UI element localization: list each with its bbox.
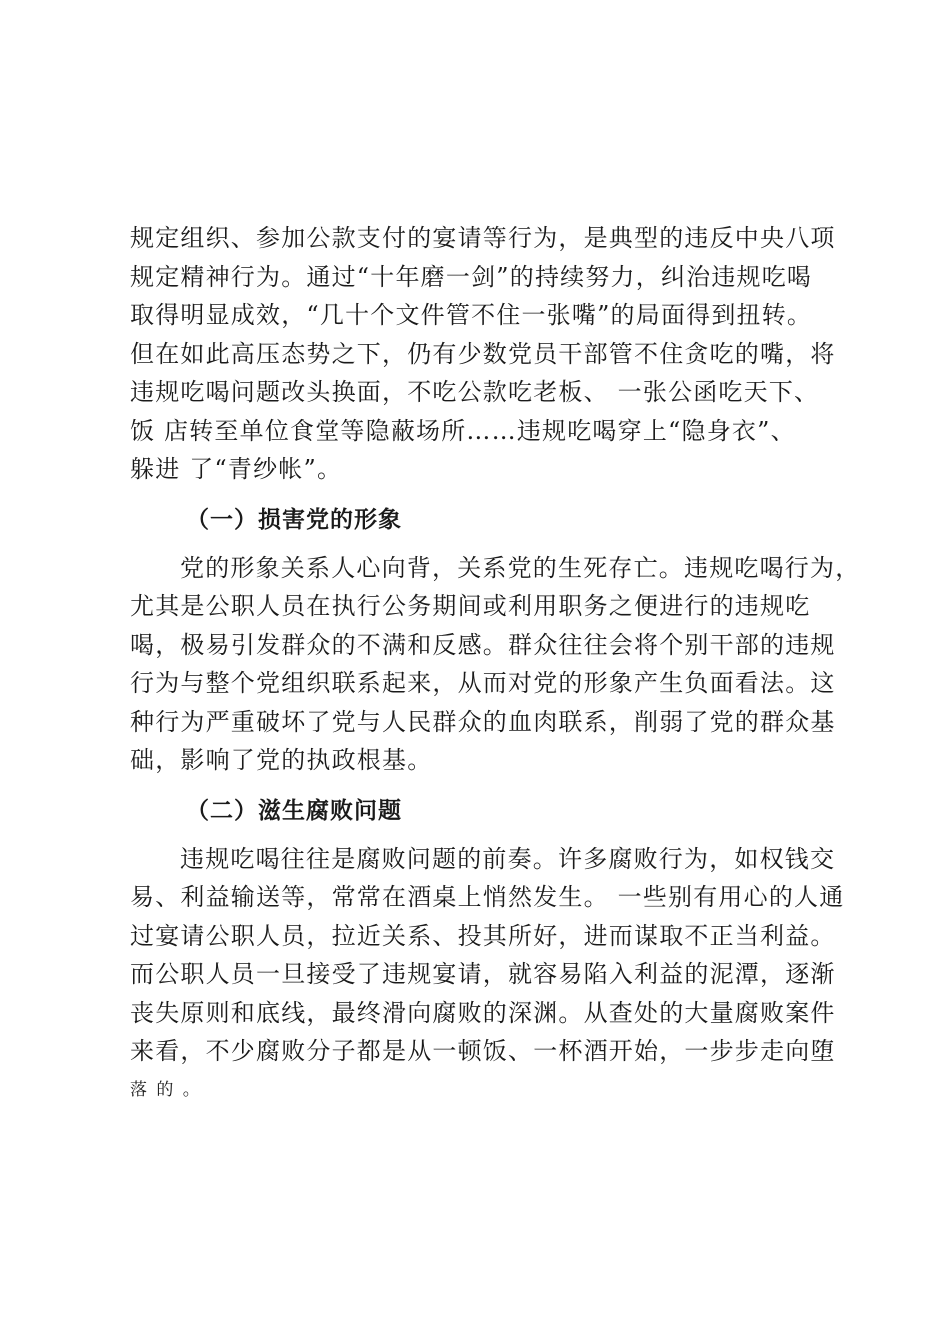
- paragraph-line: 违规吃喝往往是腐败问题的前奏。许多腐败行为，如权钱交: [180, 844, 836, 873]
- paragraph-line: 喝，极易引发群众的不满和反感。群众往往会将个别干部的违规: [130, 630, 836, 659]
- paragraph-line: 躲进 了“青纱帐”。: [130, 455, 343, 483]
- paragraph-line: 来看，不少腐败分子都是从一顿饭、一杯酒开始，一步步走向堕: [130, 1037, 836, 1065]
- section-2-paragraph: [130, 840, 845, 1110]
- intro-paragraph: [130, 219, 842, 489]
- section-heading-1: （一）损害党的形象: [186, 505, 402, 533]
- paragraph-line: 易、利益输送等，常常在酒桌上悄然发生。 一些别有用心的人通: [130, 883, 845, 911]
- paragraph-line: 过宴请公职人员，拉近关系、投其所好，进而谋取不正当利益。: [130, 921, 836, 950]
- paragraph-line: 违规吃喝问题改头换面，不吃公款吃老板、 一张公函吃天下、: [130, 378, 820, 406]
- paragraph-line: 党的形象关系人心向背，关系党的生死存亡。违规吃喝行为，: [180, 553, 861, 582]
- section-1-paragraph: [130, 549, 861, 780]
- paragraph-line: 规定组织、参加公款支付的宴请等行为，是典型的违反中央八项: [130, 224, 836, 252]
- paragraph-line: 但在如此高压态势之下，仍有少数党员干部管不住贪吃的嘴，将: [130, 339, 836, 368]
- paragraph-line: 丧失原则和底线，最终滑向腐败的深渊。从查处的大量腐败案件: [130, 998, 836, 1027]
- paragraph-line: 础，影响了党的执政根基。: [130, 746, 433, 774]
- paragraph-line: 而公职人员一旦接受了违规宴请，就容易陷入利益的泥潭，逐渐: [130, 960, 836, 988]
- paragraph-line: 饭 店转至单位食堂等隐蔽场所……违规吃喝穿上“隐身衣”、: [130, 416, 796, 445]
- paragraph-line: 规定精神行为。通过“十年磨一剑”的持续努力，纠治违规吃喝: [130, 262, 813, 291]
- paragraph-line: 取得明显成效，“几十个文件管不住一张嘴”的局面得到扭转。: [130, 301, 813, 329]
- paragraph-line: 种行为严重破坏了党与人民群众的血肉联系，削弱了党的群众基: [130, 707, 836, 736]
- paragraph-line: 落 的 。: [130, 1079, 202, 1100]
- paragraph-line: 尤其是公职人员在执行公务期间或利用职务之便进行的违规吃: [130, 592, 811, 620]
- paragraph-line: 行为与整个党组织联系起来，从而对党的形象产生负面看法。这: [130, 669, 836, 697]
- section-heading-2: （二）滋生腐败问题: [186, 796, 402, 824]
- document-page: [130, 219, 861, 1109]
